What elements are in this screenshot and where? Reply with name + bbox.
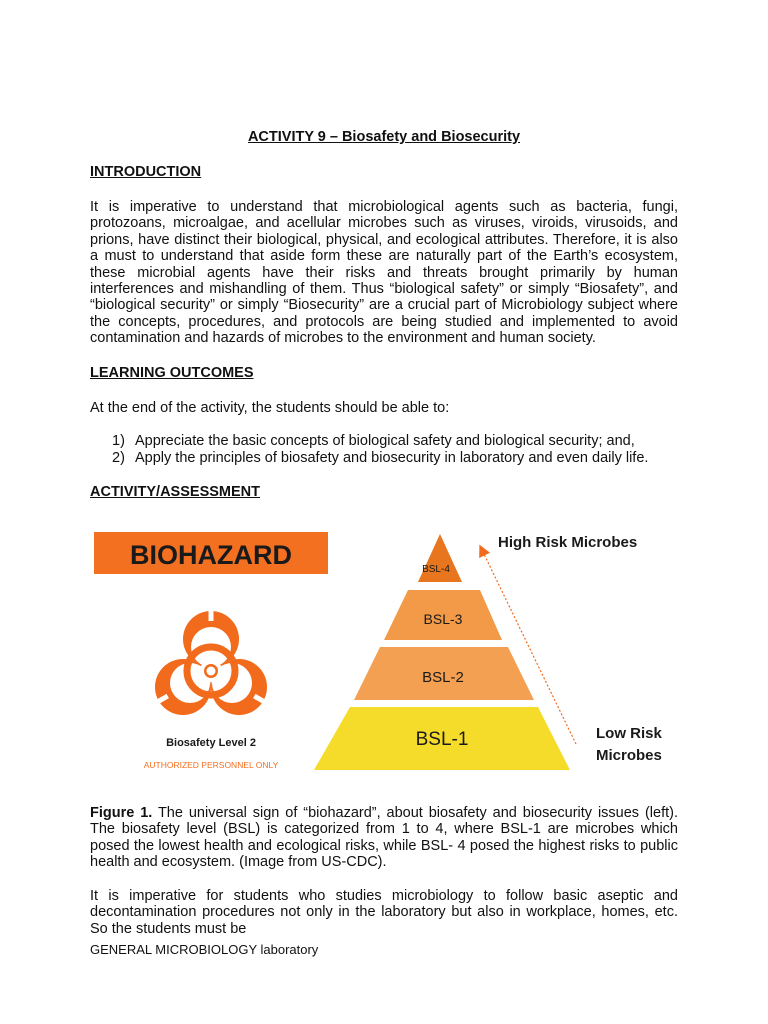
bsl3-label: BSL-3	[423, 611, 463, 627]
biohazard-symbol-icon	[155, 609, 267, 715]
biohazard-banner-text: BIOHAZARD	[130, 540, 292, 570]
list-item-number: 2)	[112, 450, 125, 466]
list-item-text: Apply the principles of biosafety and biosecurity in laboratory and even daily life.	[135, 450, 649, 466]
introduction-paragraph: It is imperative to understand that microbiological agents such as bacteria, fungi, protozoans, microalgae, and acellular microbes such as viruses, viroids, virusoids, and prions, have distinct their biological, physical, and ecological attributes. Therefore, it is also a must to understand that aside form these are naturally part of the Earth’s ecosystem, these microbial agents have their risks and threats brought primarily by human interferences and mishandling of them. Thus “biological safety” or simply “Biosafety”, and “biological security” or simply “Biosecurity” are a crucial part of Microbiology subject where the concepts, procedures, and protocols are being studied and implemented to avoid contamination and hazards of microbes to the environment and human society.	[90, 199, 678, 347]
list-item-number: 1)	[112, 433, 125, 449]
closing-paragraph: It is imperative for students who studies microbiology to follow basic aseptic and decontamination procedures not only in the laboratory but also in workplace, homes, etc. So the students must be	[90, 888, 678, 937]
figure-graphic	[90, 520, 680, 780]
outcomes-list	[112, 433, 672, 467]
bsl1-label: BSL-1	[415, 729, 469, 750]
bsl4-label: BSL-4	[422, 564, 450, 575]
activity-assessment-heading: ACTIVITY/ASSESSMENT	[90, 484, 260, 500]
figure-caption	[90, 805, 678, 871]
list-item-text: Appreciate the basic concepts of biological safety and biological security; and,	[135, 433, 635, 449]
low-risk-label-line2: Microbes	[596, 747, 662, 764]
biosafety-level-label: Biosafety Level 2	[166, 737, 256, 749]
caption-label: Figure 1.	[90, 805, 153, 821]
list-item	[112, 450, 672, 467]
introduction-heading: INTRODUCTION	[90, 164, 202, 180]
learning-outcomes-heading: LEARNING OUTCOMES	[90, 365, 254, 381]
learning-outcomes-intro: At the end of the activity, the students should be able to:	[90, 400, 450, 416]
authorized-personnel-label: AUTHORIZED PERSONNEL ONLY	[143, 760, 279, 770]
high-risk-label: High Risk Microbes	[498, 534, 638, 551]
list-item	[112, 433, 672, 450]
biosafety-figure	[90, 520, 680, 780]
page-footer: GENERAL MICROBIOLOGY laboratory	[90, 942, 319, 957]
low-risk-label-line1: Low Risk	[596, 725, 662, 742]
caption-text: The universal sign of “biohazard”, about biosafety and biosecurity issues (left). The biosafety level (BSL) is categorized from 1 to 4, where BSL-1 are microbes which posed the lowest health and ecological risks, while BSL- 4 posed the highest risks to public health and ecosystem. (Image from US-CDC).	[90, 805, 678, 871]
bsl2-label: BSL-2	[422, 669, 464, 686]
activity-title: ACTIVITY 9 – Biosafety and Biosecurity	[247, 129, 521, 145]
